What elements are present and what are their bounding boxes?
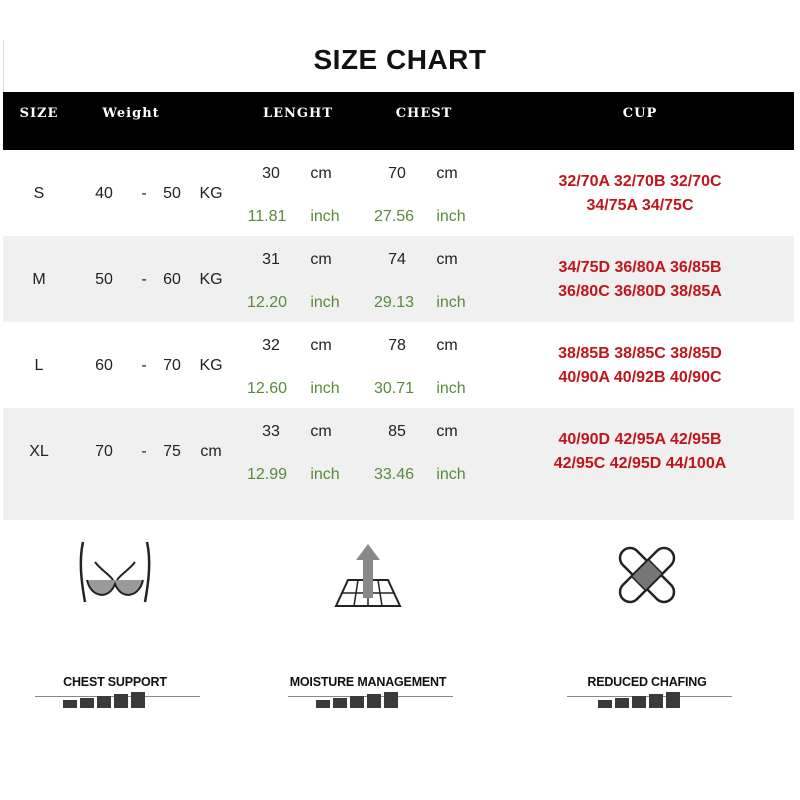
table-row [3,150,794,236]
cup-line-2: 40/90A 40/92B 40/90C [558,369,722,386]
rating-bar [333,698,347,708]
rating-bar [316,700,330,708]
feature-label: CHEST SUPPORT [63,675,167,689]
cup-sizes [520,428,760,476]
feature-reduced-chafing [547,540,747,689]
length-cm: 32 [262,337,280,354]
chest-cm: 85 [388,423,406,440]
chest-inch: 30.71 [373,380,415,397]
feature-label: MOISTURE MANAGEMENT [289,675,447,689]
length-inch-unit: inch [310,208,340,225]
feature-chest-support [15,540,215,689]
chest-inch: 29.13 [373,294,415,311]
rating-bar [131,692,145,708]
rating-bar [63,700,77,708]
chest-cm-unit: cm [436,337,458,354]
header-chest: CHEST [395,106,453,121]
weight-dash: - [141,443,147,460]
moisture-wicking-icon [328,540,408,610]
table-footer-band [3,494,794,520]
weight-min: 70 [95,443,113,460]
weight-unit: KG [199,357,223,374]
chest-cm-unit: cm [436,423,458,440]
cup-line-2: 42/95C 42/95D 44/100A [553,455,727,472]
rating-bar [80,698,94,708]
chest-cm: 74 [388,251,406,268]
size-value: M [32,271,46,288]
weight-dash: - [141,271,147,288]
weight-min: 60 [95,357,113,374]
chest-cm-unit: cm [436,165,458,182]
feature-label: REDUCED CHAFING [587,675,707,689]
length-cm-unit: cm [310,165,332,182]
size-value: S [33,185,45,202]
length-inch: 12.20 [246,294,288,311]
chest-inch-unit: inch [436,466,466,483]
rating-bar [384,692,398,708]
cup-line-1: 34/75D 36/80A 36/85B [558,259,722,276]
header-weight: Weight [102,106,160,121]
chest-inch-unit: inch [436,294,466,311]
rating-bar [598,700,612,708]
weight-max: 75 [163,443,181,460]
cup-sizes [520,256,760,304]
length-inch-unit: inch [310,380,340,397]
rating-bar [367,694,381,708]
rating-bar [97,696,111,708]
chest-inch: 27.56 [373,208,415,225]
header-cup: CUP [622,106,658,121]
table-row [3,236,794,322]
rating-bar [666,692,680,708]
size-value: XL [29,443,49,460]
weight-max: 70 [163,357,181,374]
weight-dash: - [141,357,147,374]
chest-inch-unit: inch [436,380,466,397]
rating-bar [632,696,646,708]
bandage-icon [607,540,687,610]
table-row [3,322,794,408]
weight-unit: KG [199,185,223,202]
rating-bar [649,694,663,708]
cup-sizes [520,342,760,390]
weight-unit: KG [199,271,223,288]
chest-inch: 33.46 [373,466,415,483]
chest-inch-unit: inch [436,208,466,225]
length-inch-unit: inch [310,466,340,483]
length-cm-unit: cm [310,337,332,354]
header-length: LENGHT [263,106,333,121]
weight-min: 50 [95,271,113,288]
page-title: SIZE CHART [313,44,487,75]
header-size: SIZE [19,106,59,121]
length-cm: 33 [262,423,280,440]
cup-sizes [520,170,760,218]
cup-line-2: 34/75A 34/75C [586,197,694,214]
rating-bar [615,698,629,708]
weight-min: 40 [95,185,113,202]
length-inch: 12.99 [246,466,288,483]
length-inch: 12.60 [246,380,288,397]
rating-bar [350,696,364,708]
weight-dash: - [141,185,147,202]
rating-bar [114,694,128,708]
length-cm-unit: cm [310,423,332,440]
cup-line-1: 40/90D 42/95A 42/95B [558,431,722,448]
feature-moisture-management [268,540,468,689]
weight-max: 60 [163,271,181,288]
chest-cm: 70 [388,165,406,182]
length-cm: 31 [262,251,280,268]
cup-line-1: 38/85B 38/85C 38/85D [558,345,722,362]
length-cm-unit: cm [310,251,332,268]
chest-cm: 78 [388,337,406,354]
cup-line-1: 32/70A 32/70B 32/70C [558,173,722,190]
length-cm: 30 [262,165,280,182]
bra-chest-icon [75,540,155,610]
length-inch-unit: inch [310,294,340,311]
weight-max: 50 [163,185,181,202]
size-value: L [34,357,44,374]
chest-cm-unit: cm [436,251,458,268]
table-row [3,408,794,494]
weight-unit: cm [200,443,222,460]
cup-line-2: 36/80C 36/80D 38/85A [558,283,722,300]
table-header [3,92,794,150]
length-inch: 11.81 [247,208,287,225]
